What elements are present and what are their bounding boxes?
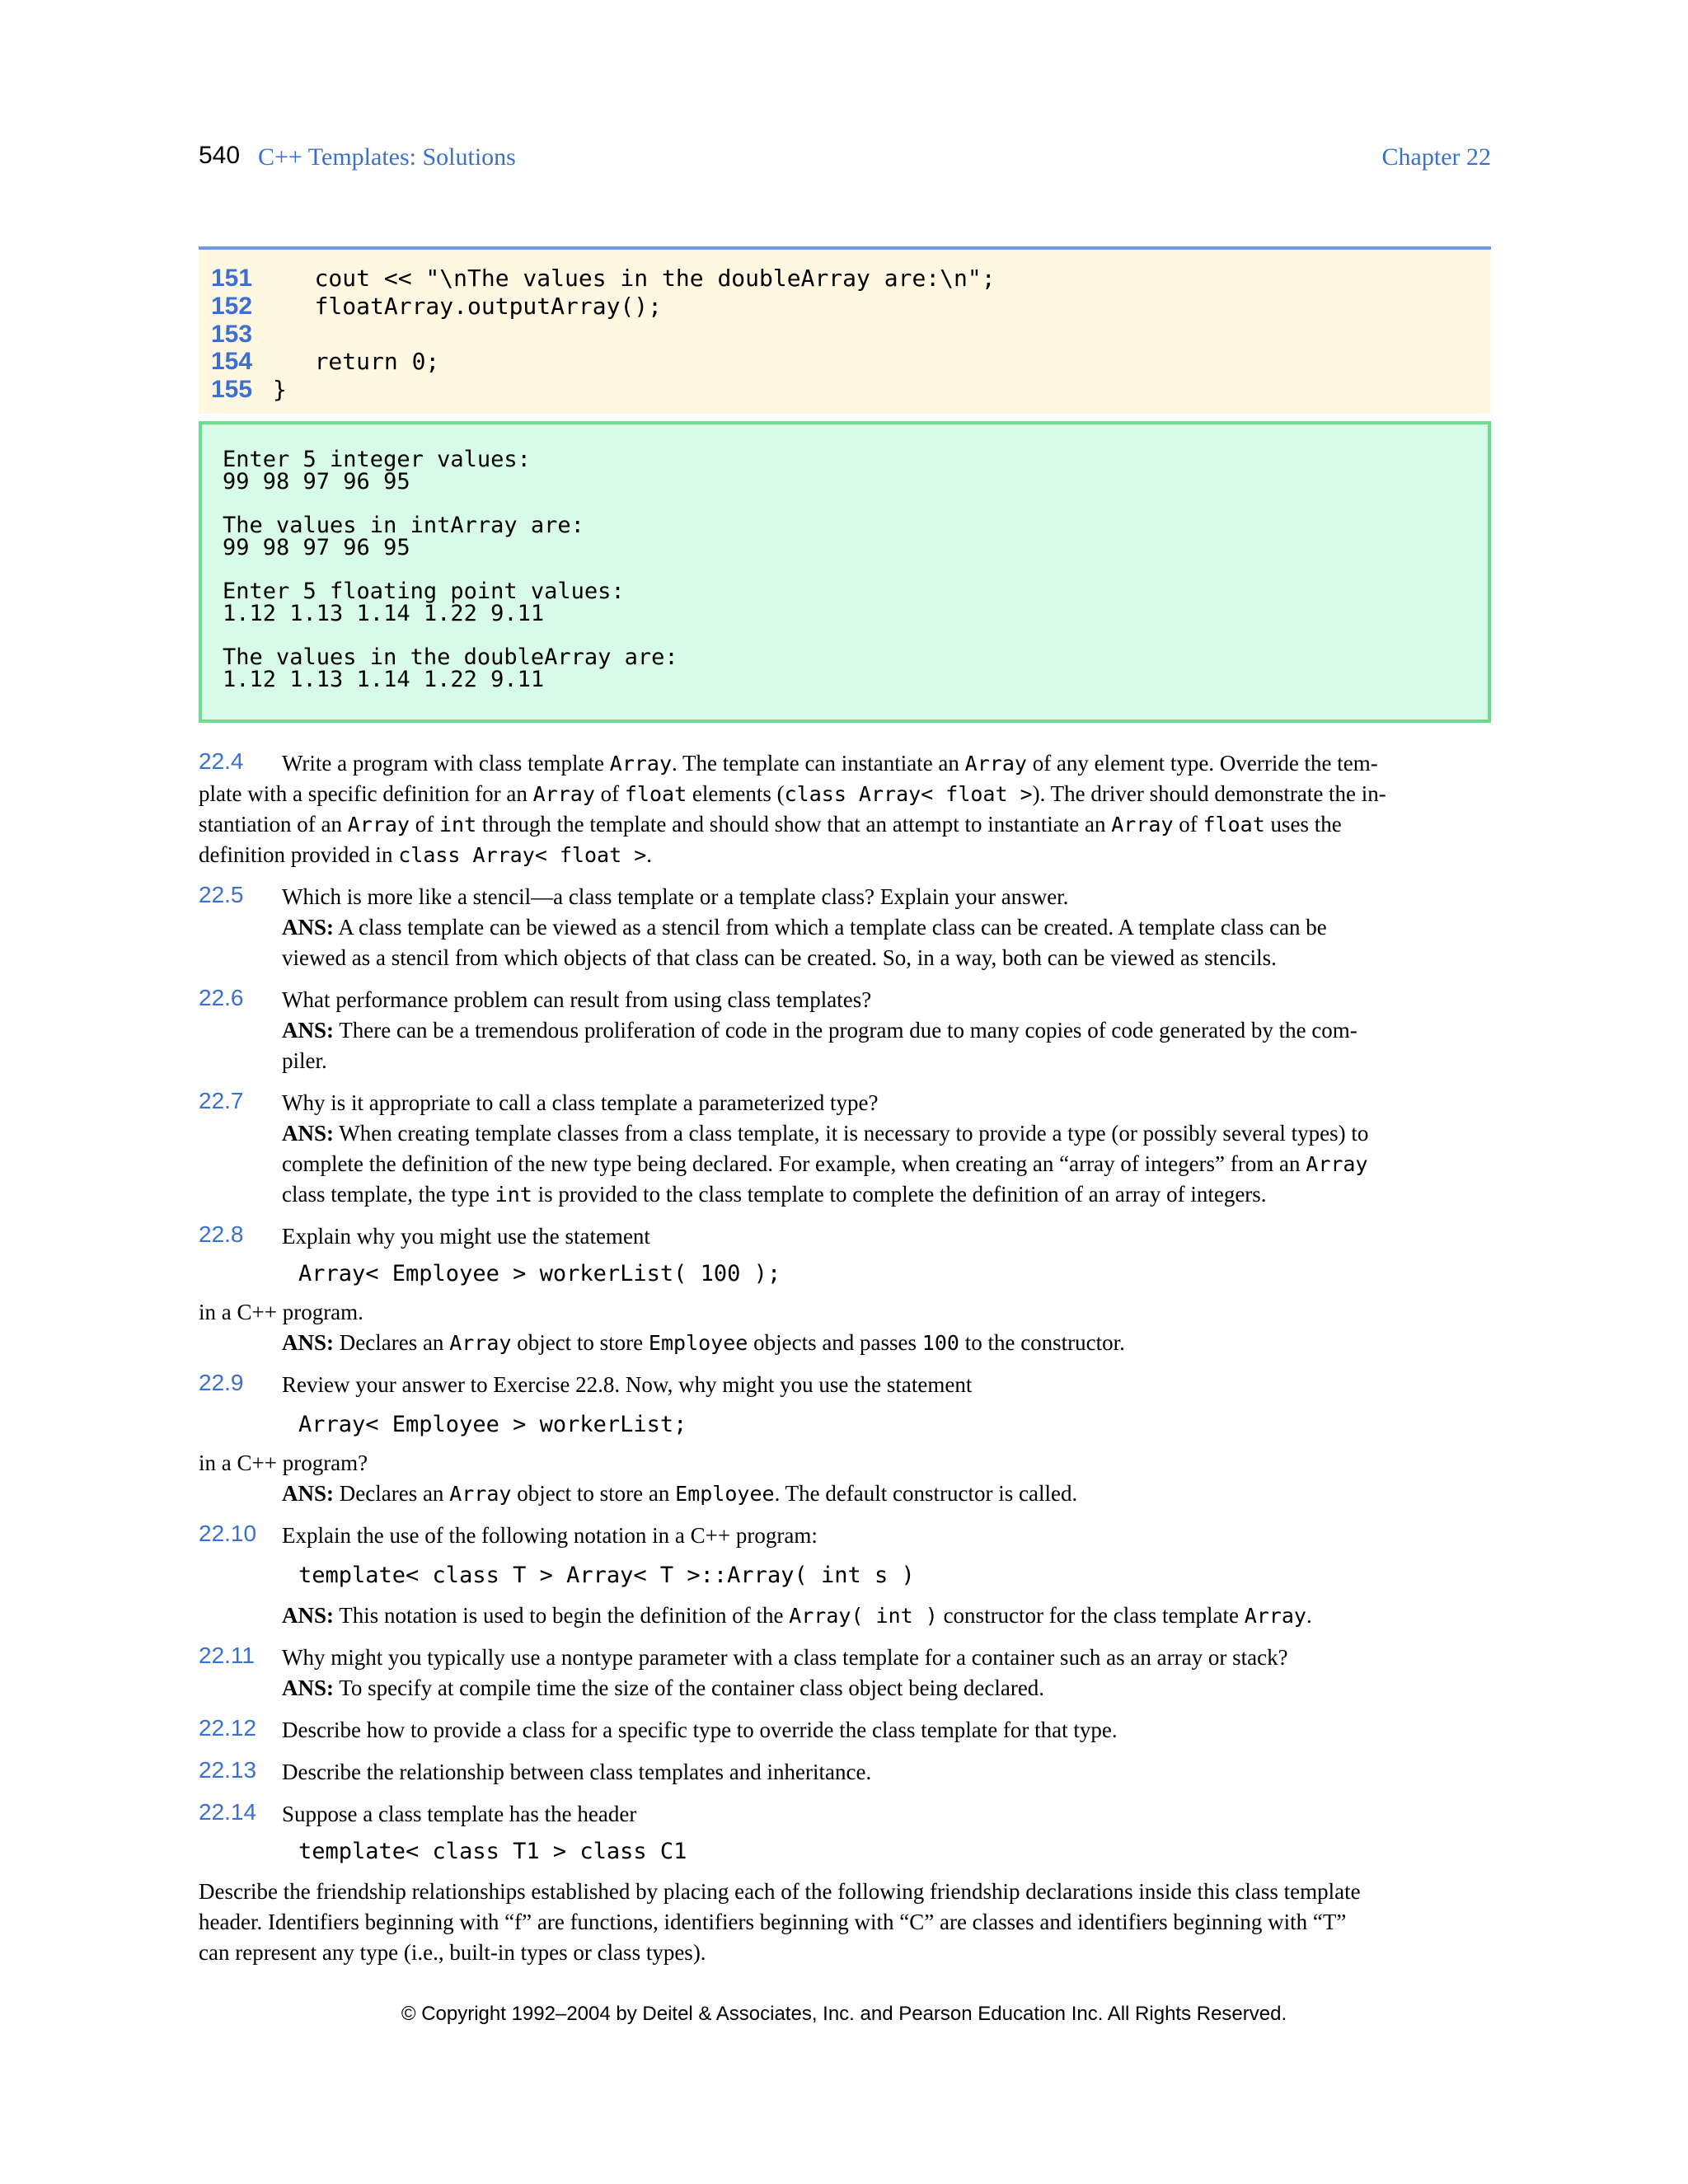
answer-label: ANS: <box>282 1481 335 1506</box>
text-run: of any element type. Override the tem- <box>1026 751 1378 776</box>
code-listing <box>199 246 1491 414</box>
answer-text <box>282 1149 1368 1179</box>
text-run: object to store an <box>511 1481 676 1506</box>
output-line: 1.12 1.13 1.14 1.22 9.11 <box>223 667 545 692</box>
line-number: 152 <box>211 293 253 320</box>
text-run: A class template can be viewed as a stencil from which a template class can be created. A template class can be <box>334 915 1327 940</box>
exercise-number: 22.4 <box>199 748 244 774</box>
exercise-number: 22.9 <box>199 1370 244 1395</box>
line-number: 151 <box>211 265 253 292</box>
answer-text <box>282 1118 1368 1149</box>
exercise-question: Why is it appropriate to call a class template a parameterized type? <box>282 1090 879 1115</box>
text-run: definition provided in <box>199 842 399 867</box>
exercise-question: Explain the use of the following notation in a C++ program: <box>282 1523 818 1548</box>
inline-code: class Array< float > <box>398 843 647 867</box>
output-line: Enter 5 integer values: <box>223 447 531 472</box>
code-line <box>199 265 1491 293</box>
output-line: The values in the doubleArray are: <box>223 644 678 670</box>
text-run: of <box>1173 812 1203 837</box>
exercise-question: Suppose a class template has the header <box>282 1802 637 1826</box>
output-line: Enter 5 floating point values: <box>223 579 625 604</box>
exercise-number: 22.6 <box>199 985 244 1010</box>
inline-code: int <box>495 1183 532 1207</box>
exercise-question: Which is more like a stencil—a class template or a template class? Explain your answer. <box>282 884 1069 909</box>
code-text: floatArray.outputArray(); <box>273 293 663 320</box>
line-number: 155 <box>211 376 253 403</box>
exercise-number: 22.5 <box>199 882 244 907</box>
code-statement: template< class T1 > class C1 <box>298 1839 687 1864</box>
output-line: 1.12 1.13 1.14 1.22 9.11 <box>223 601 545 626</box>
exercise-number: 22.14 <box>199 1799 257 1825</box>
answer-label: ANS: <box>282 1603 335 1628</box>
inline-code: Employee <box>675 1482 775 1506</box>
answer-text <box>282 912 1327 943</box>
text-run: stantiation of an <box>199 812 348 837</box>
text-run: through the template and should show that an attempt to instantiate an <box>476 812 1112 837</box>
code-statement: Array< Employee > workerList; <box>298 1412 687 1437</box>
inline-code: class Array< float > <box>784 782 1033 806</box>
text-run: object to store <box>511 1330 649 1355</box>
line-number: 153 <box>211 321 253 348</box>
exercise-number: 22.7 <box>199 1088 244 1113</box>
code-text: } <box>273 376 287 403</box>
code-statement: template< class T > Array< T >::Array( int s ) <box>298 1563 915 1588</box>
exercise-text <box>199 779 1386 809</box>
inline-code: Employee <box>648 1331 748 1355</box>
inline-code: Array <box>449 1331 512 1355</box>
exercise-question: Describe the relationship between class templates and inheritance. <box>282 1760 872 1784</box>
text-run: This notation is used to begin the definition of the <box>334 1603 790 1628</box>
page-header <box>199 142 1491 178</box>
exercise-number: 22.13 <box>199 1757 257 1783</box>
answer-label: ANS: <box>282 1675 335 1700</box>
text-run: Declares an <box>334 1481 450 1506</box>
answer-text <box>282 1179 1267 1210</box>
text-run: Write a program with class template <box>282 751 610 776</box>
exercise-number: 22.10 <box>199 1521 257 1546</box>
inline-code: float <box>1203 813 1265 837</box>
output-line: 99 98 97 96 95 <box>223 469 410 494</box>
text-run: . <box>646 842 652 867</box>
exercise-question: What performance problem can result from using class templates? <box>282 987 872 1012</box>
exercise-text: in a C++ program. <box>199 1300 363 1324</box>
exercise-question: Why might you typically use a nontype parameter with a class template for a container such as an array or stack? <box>282 1645 1288 1670</box>
text-run: complete the definition of the new type being declared. For example, when creating an “array of integers” from an <box>282 1151 1306 1176</box>
text-run: elements ( <box>687 781 785 806</box>
exercise-question: Review your answer to Exercise 22.8. Now, why might you use the statement <box>282 1372 973 1397</box>
inline-code: Array <box>1244 1604 1306 1628</box>
exercise-text <box>199 809 1342 840</box>
exercise-question: Describe how to provide a class for a specific type to override the class template for that type. <box>282 1718 1118 1742</box>
answer-text <box>282 1328 1125 1358</box>
inline-code: 100 <box>921 1331 959 1355</box>
answer-text: viewed as a stencil from which objects of that class can be created. So, in a way, both can be viewed as stencils. <box>282 945 1277 970</box>
code-statement: Array< Employee > workerList( 100 ); <box>298 1261 781 1286</box>
inline-code: Array( int ) <box>789 1604 938 1628</box>
code-line <box>199 348 1491 376</box>
exercise-text: header. Identifiers beginning with “f” are functions, identifiers beginning with “C” are classes and identifiers beginning with “T” <box>199 1910 1347 1934</box>
output-line: 99 98 97 96 95 <box>223 535 410 560</box>
inline-code: Array <box>1111 813 1174 837</box>
text-run: of <box>409 812 439 837</box>
page-number: 540 <box>199 142 241 169</box>
exercise-number: 22.8 <box>199 1221 244 1247</box>
answer-text <box>282 1479 1077 1509</box>
inline-code: Array <box>609 752 673 776</box>
copyright-notice: © Copyright 1992–2004 by Deitel & Associates, Inc. and Pearson Education Inc. All Rights Reserved. <box>401 2003 1287 2025</box>
code-line <box>199 321 1491 349</box>
answer-text <box>282 1673 1044 1704</box>
exercise-number: 22.12 <box>199 1715 257 1741</box>
exercise-text: can represent any type (i.e., built-in types or class types). <box>199 1940 706 1965</box>
text-run: class template, the type <box>282 1182 495 1207</box>
inline-code: int <box>438 813 477 837</box>
answer-label: ANS: <box>282 915 335 940</box>
exercise-question: Explain why you might use the statement <box>282 1224 650 1249</box>
output-line: The values in intArray are: <box>223 513 584 538</box>
text-run: constructor for the class template <box>937 1603 1245 1628</box>
inline-code: Array <box>532 782 595 806</box>
text-run: When creating template classes from a class template, it is necessary to provide a type (or possibly several types) to <box>334 1121 1369 1146</box>
exercise-text: Describe the friendship relationships established by placing each of the following friendship declarations inside this class template <box>199 1879 1361 1904</box>
text-run: uses the <box>1264 812 1342 837</box>
answer-text: piler. <box>282 1048 327 1073</box>
text-run: to the constructor. <box>959 1330 1125 1355</box>
chapter-label: Chapter 22 <box>1381 143 1491 171</box>
answer-label: ANS: <box>282 1121 335 1146</box>
inline-code: Array <box>449 1482 512 1506</box>
text-run: of <box>594 781 625 806</box>
code-text: cout << "\nThe values in the doubleArray are:\n"; <box>273 265 996 292</box>
answer-text <box>282 1015 1357 1046</box>
exercise-number: 22.11 <box>199 1643 255 1668</box>
answer-label: ANS: <box>282 1018 335 1043</box>
text-run: Declares an <box>334 1330 450 1355</box>
inline-code: Array <box>347 813 410 837</box>
text-run: There can be a tremendous proliferation of code in the program due to many copies of code generated by the com- <box>334 1018 1357 1043</box>
inline-code: Array <box>964 752 1027 776</box>
text-run: . The default constructor is called. <box>774 1481 1078 1506</box>
text-run: To specify at compile time the size of the container class object being declared. <box>334 1675 1045 1700</box>
text-run: . <box>1306 1603 1312 1628</box>
answer-text <box>282 1601 1312 1631</box>
inline-code: float <box>624 782 687 806</box>
answer-label: ANS: <box>282 1330 335 1355</box>
program-output <box>199 421 1491 723</box>
running-title: C++ Templates: Solutions <box>258 143 516 171</box>
line-number: 154 <box>211 348 253 375</box>
exercise-text <box>282 748 1378 779</box>
exercise-text: in a C++ program? <box>199 1451 368 1475</box>
text-run: objects and passes <box>748 1330 922 1355</box>
text-run: ). The driver should demonstrate the in- <box>1032 781 1386 806</box>
text-run: is provided to the class template to complete the definition of an array of integers. <box>532 1182 1267 1207</box>
text-run: plate with a specific definition for an <box>199 781 533 806</box>
inline-code: Array <box>1306 1152 1368 1176</box>
exercise-text <box>199 840 652 870</box>
code-line <box>199 376 1491 404</box>
text-run: . The template can instantiate an <box>672 751 965 776</box>
code-line <box>199 293 1491 321</box>
code-text: return 0; <box>273 348 440 375</box>
